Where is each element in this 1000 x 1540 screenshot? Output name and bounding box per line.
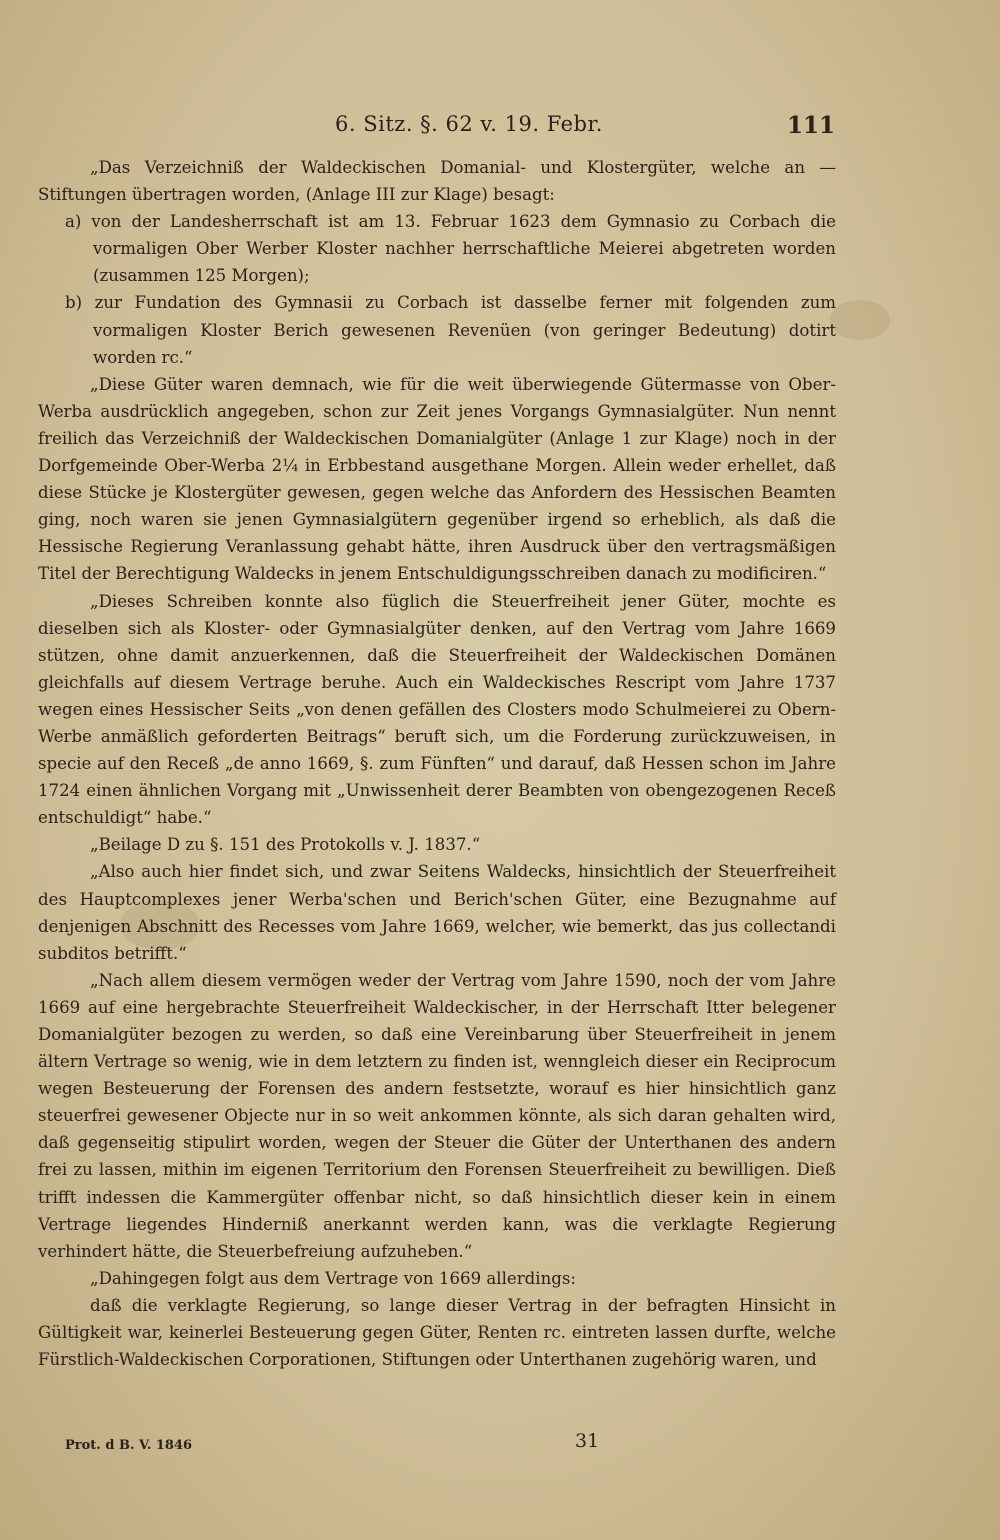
paper-stain bbox=[830, 300, 890, 340]
page-number: 111 bbox=[786, 112, 835, 139]
paragraph: „Beilage D zu §. 151 des Protokolls v. J. 1837.“ bbox=[90, 835, 481, 855]
sheet-number: 31 bbox=[575, 1430, 600, 1452]
page-header bbox=[0, 112, 1000, 144]
paragraph: „Das Verzeichniß der Waldeckischen Domanial- und Klostergüter, welche an — Stiftungen übertragen worden, (Anlage III zur Klage) besagt: bbox=[38, 158, 836, 205]
paragraph: „Diese Güter waren demnach, wie für die weit überwiegende Gütermasse von Ober-Werba ausdrücklich angegeben, schon zur Zeit jenes Vorgangs Gymnasialgüter. Nun nennt freilich das Verzeichniß der Waldeckischen Domanialgüter (Anlage 1 zur Klage) noch in der Dorfgemeinde Ober-Werba 2¼ in Erbbestand ausgethane Morgen. Allein weder erhellet, daß diese Stücke je Klostergüter gewesen, gegen welche das Anfordern des Hessischen Beamten ging, noch waren sie jenen Gymnasialgütern gegenüber irgend so erheblich, als daß die Hessische Regierung Veranlassung gehabt hätte, ihren Ausdruck über den vertragsmäßigen Titel der Berechtigung Waldecks in jenem Entschuldigungsschreiben danach zu modificiren.“ bbox=[38, 374, 836, 584]
paragraph: „Dahingegen folgt aus dem Vertrage von 1669 allerdings: bbox=[90, 1268, 577, 1288]
paragraph: a) von der Landesherrschaft ist am 13. Februar 1623 dem Gymnasio zu Corbach die vormaligen Ober Werber Kloster nachher herrschaftliche Meierei abgetreten worden (zusammen 125 Morgen); bbox=[65, 212, 836, 286]
running-head: 6. Sitz. §. 62 v. 19. Febr. bbox=[335, 112, 603, 136]
paragraph: daß die verklagte Regierung, so lange dieser Vertrag in der befragten Hinsicht in Gültigkeit war, keinerlei Besteuerung gegen Güter, Renten rc. eintreten lassen durfte, welche Fürstlich-Waldeckischen Corporationen, Stiftungen oder Unterthanen zugehörig waren, und bbox=[38, 1295, 836, 1370]
paragraph: „Nach allem diesem vermögen weder der Vertrag vom Jahre 1590, noch der vom Jahre 1669 auf eine hergebrachte Steuerfreiheit Waldeckischer, in der Herrschaft Itter belegener Domanialgüter bezogen zu werden, so daß eine Vereinbarung über Steuerfreiheit in jenem ältern Vertrage so wenig, wie in dem letztern zu finden ist, wenngleich dieser ein Reciprocum wegen Besteuerung der Forensen des andern festsetzte, worauf es hier hinsichtlich ganz steuerfrei gewesener Objecte nur in so weit ankommen könnte, als sich daran gehalten wird, daß gegenseitig stipulirt worden, wegen der Steuer die Güter der Unterthanen des andern frei zu lassen, mithin im eigenen Territorium den Forensen Steuerfreiheit zu bewilligen. Dieß trifft indessen die Kammergüter offenbar nicht, so daß hinsichtlich dieser kein in einem Vertrage liegendes Hinderniß anerkannt werden kann, was die verklagte Regierung verhindert hätte, die Steuerbefreiung aufzuheben.“ bbox=[38, 970, 836, 1261]
paragraph: „Also auch hier findet sich, und zwar Seitens Waldecks, hinsichtlich der Steuerfreiheit des Hauptcomplexes jener Werba'schen und Berich'schen Güter, eine Bezugnahme auf denjenigen Abschnitt des Recesses vom Jahre 1669, welcher, wie bemerkt, das jus collectandi subditos betrifft.“ bbox=[38, 862, 836, 963]
printer-signature: Prot. d B. V. 1846 bbox=[65, 1438, 193, 1453]
body-text bbox=[38, 154, 836, 1373]
paragraph: b) zur Fundation des Gymnasii zu Corbach ist dasselbe ferner mit folgenden zum vormaligen Kloster Berich gewesenen Revenüen (von geringer Bedeutung) dotirt worden rc.“ bbox=[65, 293, 836, 367]
paragraph: „Dieses Schreiben konnte also füglich die Steuerfreiheit jener Güter, mochte es dieselben sich als Kloster- oder Gymnasialgüter denken, auf den Vertrag vom Jahre 1669 stützen, ohne damit anzuerkennen, daß die Steuerfreiheit der Waldeckischen Domänen gleichfalls auf diesem Vertrage beruhe. Auch ein Waldeckisches Rescript vom Jahre 1737 wegen eines Hessischer Seits „von denen gefällen des Closters modo Schulmeierei zu Obern-Werbe anmäßlich geforderten Beitrags“ beruft sich, um die Forderung zurückzuweisen, in specie auf den Receß „de anno 1669, §. zum Fünften“ und darauf, daß Hessen schon im Jahre 1724 einen ähnlichen Vorgang mit „Unwissenheit derer Beambten von obengezogenen Receß entschuldigt“ habe.“ bbox=[38, 591, 836, 828]
page-footer bbox=[0, 1430, 1000, 1460]
